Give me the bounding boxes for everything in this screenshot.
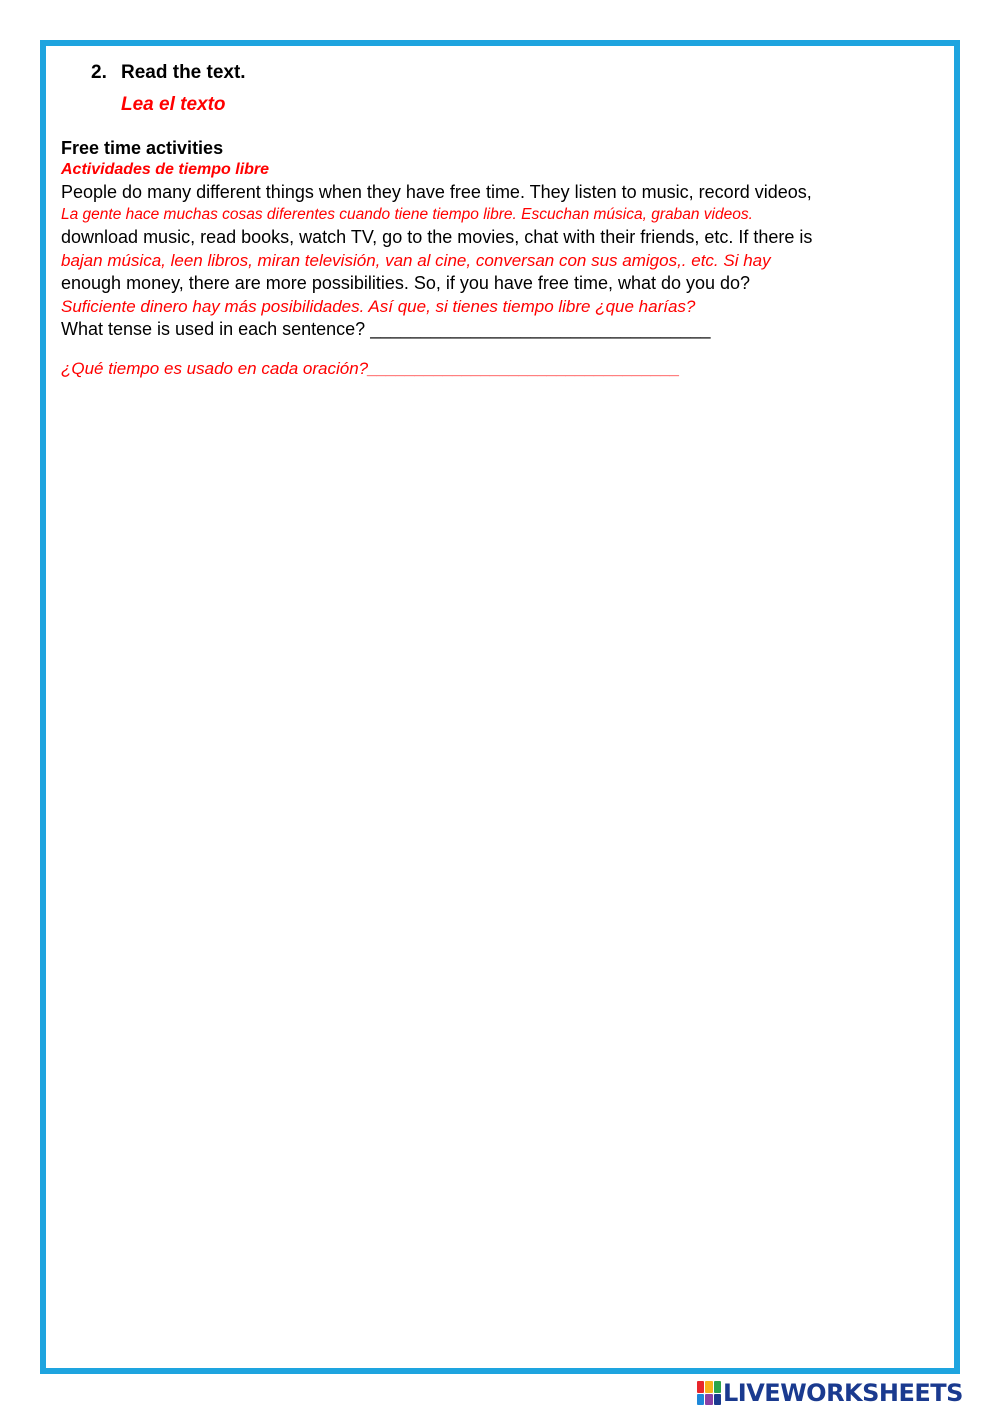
reading-line-en-2: download music, read books, watch TV, go to the movies, chat with their friends, etc. If there is	[61, 227, 813, 247]
reading-line-es-2: bajan música, leen libros, miran televisión, van al cine, conversan con sus amigos,. etc. Si hay	[61, 251, 771, 270]
reading-text	[61, 137, 941, 380]
question-title: Read the text.	[121, 62, 246, 83]
spacer	[61, 341, 941, 357]
reading-title: Free time activities	[61, 138, 224, 158]
liveworksheets-logo	[697, 1380, 963, 1406]
question-heading	[91, 62, 246, 84]
reading-subtitle: Actividades de tiempo libre	[61, 161, 270, 178]
reading-line-es-3: Suficiente dinero hay más posibilidades. Así que, si tienes tiempo libre ¿que harías?	[61, 297, 696, 316]
liveworksheets-logo-icon	[697, 1381, 721, 1405]
reading-line-en-1: People do many different things when they have free time. They listen to music, record videos,	[61, 182, 812, 202]
question-prompt-en[interactable]: What tense is used in each sentence? __________________________________	[61, 319, 711, 339]
reading-line-es-1: La gente hace muchas cosas diferentes cuando tiene tiempo libre. Escuchan música, graban videos.	[61, 206, 753, 223]
liveworksheets-logo-text: LIVEWORKSHEETS	[723, 1379, 963, 1407]
reading-line-en-3: enough money, there are more possibilities. So, if you have free time, what do you do?	[61, 273, 751, 293]
question-subtitle: Lea el texto	[121, 94, 226, 115]
question-number: 2.	[91, 62, 107, 83]
question-prompt-es[interactable]: ¿Qué tiempo es usado en cada oración?_________________________________	[61, 359, 681, 378]
